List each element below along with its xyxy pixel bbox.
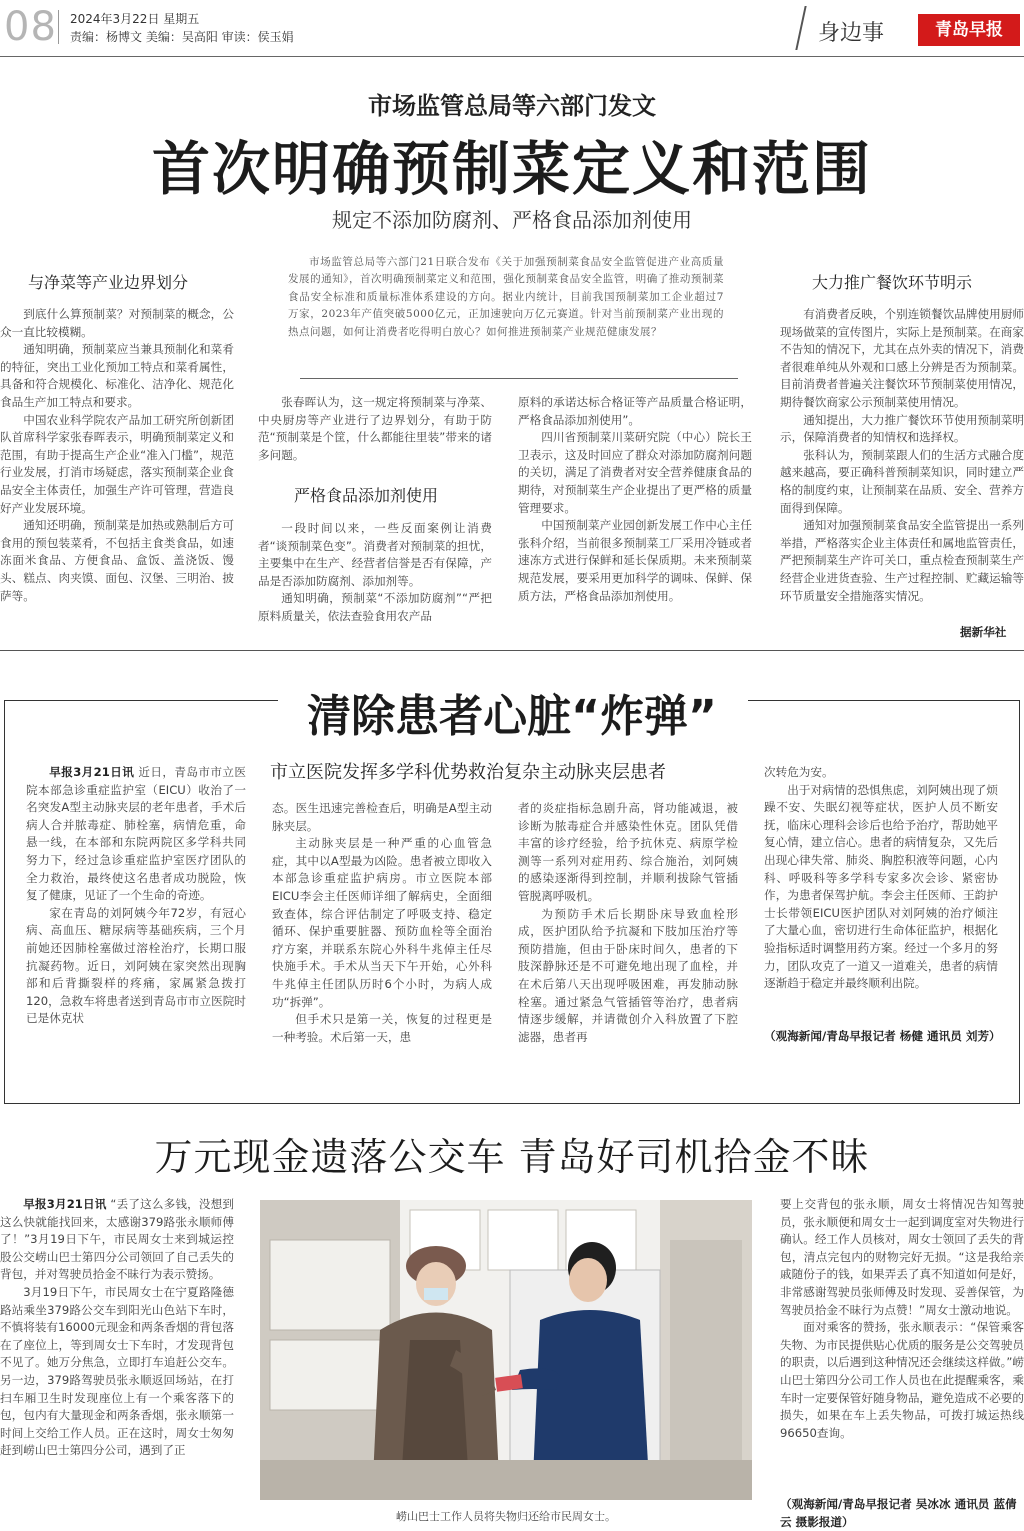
- paragraph: 通知还明确，预制菜是加热或熟制后方可食用的预包装菜肴，不包括主食类食品，如速冻面米食品、方便食品、盒饭、盖浇饭、馒头、糕点、肉夹馍、面包、汉堡、三明治、披萨等。: [0, 518, 234, 603]
- story3-source: （观海新闻/青岛早报记者 吴冰冰 通讯员 蓝倩云 摄影报道）: [780, 1497, 1017, 1529]
- story1-col2-heading: 严格食品添加剂使用: [294, 486, 439, 505]
- story1-subhead: 规定不添加防腐剂、严格食品添加剂使用: [332, 208, 692, 232]
- paragraph: [26, 764, 246, 905]
- story1-headline: 首次明确预制菜定义和范围: [151, 135, 872, 203]
- masthead-rule: [0, 56, 1024, 57]
- masthead-divider: [58, 10, 59, 44]
- paragraph: 中国预制菜产业园创新发展工作中心主任张科介绍，当前很多预制菜工厂采用冷链或者速冻方式进行保鲜和延长保质期。未来预制菜规范发展，要采用更加科学的调味、保鲜、保质方法，严格食品添加剂使用。: [518, 518, 752, 603]
- paragraph: 家在青岛的刘阿姨今年72岁，有冠心病、高血压、糖尿病等基础疾病，三个月前她还因肺栓塞做过溶栓治疗，长期口服抗凝药物。近日，刘阿姨在家突然出现胸部和后背撕裂样的疼痛，家属紧急拨打120，急救车将患者送到青岛市市立医院时已是休克状: [26, 905, 246, 1026]
- dateline: 早报3月21日讯: [23, 1197, 107, 1211]
- newspaper-logo: 青岛早报: [918, 14, 1020, 46]
- story2-source: （观海新闻/青岛早报记者 杨健 通讯员 刘芳）: [764, 1029, 1001, 1043]
- story1-source: 据新华社: [960, 625, 1007, 639]
- story2-column-1: [26, 764, 246, 1028]
- issue-date: 2024年3月22日 星期五: [70, 12, 200, 26]
- paragraph: 但手术只是第一关，恢复的过程更是一种考验。术后第一天，患: [272, 1012, 492, 1044]
- paragraph: 面对乘客的赞扬，张永顺表示：“保管乘客失物、为市民提供贴心优质的服务是公交驾驶员的职责，以后遇到这种情况还会继续这样做。”崂山巴士第四分公司工作人员也在此提醒乘客，乘车时一定要保管好随身物品，避免造成不必要的损失，如果在车上丢失物品，可拨打城运热线96650查询。: [780, 1320, 1024, 1440]
- dateline: 早报3月21日讯: [49, 765, 135, 779]
- paragraph: 到底什么算预制菜？对预制菜的概念，公众一直比较模糊。: [0, 307, 234, 339]
- story3-column-1: [0, 1196, 234, 1460]
- story1-col4-heading: 大力推广餐饮环节明示: [812, 273, 973, 292]
- news-photo: [260, 1200, 752, 1500]
- paragraph: 中国农业科学院农产品加工研究所创新团队首席科学家张春晖表示，明确预制菜定义和范围，有助于提高生产企业“准入门槛”，规范行业发展，打消市场疑虑，落实预制菜企业食品安全主体责任，加强生产许可管理，营造良好产业发展环境。: [0, 412, 234, 515]
- story2-subhead: 市立医院发挥多学科优势救治复杂主动脉夹层患者: [270, 762, 666, 783]
- paragraph: 原料的承诺达标合格证等产品质量合格证明，严格食品添加剂使用”。: [518, 395, 752, 427]
- story3-column-4: [780, 1196, 1024, 1442]
- story1-column-1: [0, 306, 234, 605]
- photo-caption: 崂山巴士工作人员将失物归还给市民周女士。: [396, 1510, 616, 1523]
- paragraph: 张春晖认为，这一规定将预制菜与净菜、中央厨房等产业进行了边界划分，有助于防范“预制菜是个筐，什么都能往里装”带来的诸多问题。: [258, 395, 492, 462]
- paragraph: 出于对病情的恐惧焦虑，刘阿姨出现了烦躁不安、失眠幻视等症状，医护人员不断安抚，临床心理科会诊后也给予治疗，帮助她平复心情，建立信心。患者的病情复杂，又先后出现心律失常、肺炎、胸腔积液等问题，心内科、呼吸科等多学科专家多次会诊、紧密协作，为患者保驾护航。李会主任医师、王韵护士长带领EICU医护团队对刘阿姨的治疗倾注了大量心血，密切进行生命体征监护，根据化验指标适时调整用药方案。经过一个多月的努力，团队攻克了一道又一道难关，患者的病情逐渐趋于稳定并最终顺利出院。: [764, 782, 998, 991]
- story2-column-4: [764, 764, 998, 993]
- paragraph: 一段时间以来，一些反面案例让消费者“谈预制菜色变”。消费者对预制菜的担忧，主要集中在生产、经营者信誉是否有保障，产品是否添加防腐剂、添加剂等。: [258, 521, 492, 588]
- story1-column-4: [780, 306, 1024, 605]
- story1-column-2: [258, 394, 492, 464]
- section-rule: [0, 650, 1024, 651]
- section-name: 身边事: [818, 21, 885, 46]
- story1-lead: 市场监管总局等六部门21日联合发布《关于加强预制菜食品安全监管促进产业高质量发展的通知》，首次明确预制菜定义和范围，强化预制菜食品安全监管，明确了推动预制菜食品安全标准和质量标准体系建设的方向。据业内统计，目前我国预制菜加工企业超过7万家，2023年产值突破5000亿元，正加速驶向万亿元赛道。针对当前预制菜产业出现的热点问题，如何让消费者吃得明白放心？如何推进预制菜产业规范健康发展？: [288, 256, 724, 338]
- paragraph: 次转危为安。: [764, 765, 834, 779]
- paragraph: 主动脉夹层是一种严重的心血管急症，其中以A型最为凶险。患者被立即收入本部急诊重症监护病房。市立医院本部EICU李会主任医师详细了解病史，全面细致查体，综合评估制定了呼吸支持、稳定循环、保护重要脏器、预防血栓等全面治疗方案，并联系东院心外科牛兆倬主任尽快施手术。手术从当天下午开始，心外科牛兆倬主任团队历时6个小时，为病人成功“拆弹”。: [272, 836, 492, 1009]
- story3-headline: 万元现金遗落公交车 青岛好司机拾金不昧: [154, 1135, 870, 1179]
- paragraph-text: 近日，青岛市市立医院本部急诊重症监护室（EICU）收治了一名突发A型主动脉夹层的老年患者，手术后病人合并脓毒症、肺栓塞，病情危重，命悬一线，在本部和东院两院区多学科共同努力下，经过急诊重症监护室医疗团队的全力救治，最终使这名患者成功脱险，恢复了健康，见证了一个生命的奇迹。: [26, 765, 247, 903]
- story1-column-3: [518, 394, 752, 605]
- paragraph: 通知明确，预制菜应当兼具预制化和菜肴的特征，突出工业化预加工特点和菜肴属性，具备和符合规模化、标准化、洁净化、规范化食品生产加工特点和要求。: [0, 342, 234, 409]
- story2-column-2: [272, 800, 492, 1046]
- editor-credits: 责编：杨博文 美编：吴高阳 审读：侯玉娟: [70, 30, 294, 44]
- paragraph: 者的炎症指标急剧升高，肾功能减退，被诊断为脓毒症合并感染性休克。团队凭借丰富的诊疗经验，给予抗休克、病原学检测等一系列对症用药、综合施治，刘阿姨的感染逐渐得到控制，并顺利拔除气管插管脱离呼吸机。: [518, 801, 738, 903]
- story1-kicker: 市场监管总局等六部门发文: [368, 91, 656, 120]
- story2-headline: 清除患者心脏“炸弹”: [307, 691, 717, 742]
- paragraph: 要上交背包的张永顺，周女士将情况告知驾驶员，张永顺便和周女士一起到调度室对失物进行确认。经工作人员核对，周女士领回了丢失的背包，清点完包内的财物完好无损。“这是我给亲戚随份子的钱，如果弄丢了真不知道如何是好，非常感谢驾驶员张师傅及时发现、妥善保管，为驾驶员拾金不昧行为点赞！”周女士激动地说。: [780, 1197, 1024, 1317]
- paragraph: 态。医生迅速完善检查后，明确是A型主动脉夹层。: [272, 801, 492, 833]
- story1-column-2b: [258, 520, 492, 626]
- paragraph: 通知提出，大力推广餐饮环节使用预制菜明示，保障消费者的知情权和选择权。: [780, 412, 1024, 445]
- paragraph: 有消费者反映，个别连锁餐饮品牌使用厨师现场做菜的宣传图片，实际上是预制菜。在商家不告知的情况下，尤其在点外卖的情况下，消费者很难单纯从外观和口感上分辨是否为预制菜。目前消费者普遍关注餐饮环节预制菜使用情况，期待餐饮商家公示预制菜使用情况。: [780, 307, 1024, 409]
- paragraph: 为预防手术后长期卧床导致血栓形成，医护团队给予抗凝和下肢加压治疗等预防措施，但由于卧床时间久，患者的下肢深静脉还是不可避免地出现了血栓，并在术后第八天出现呼吸困难，再发肺动脉栓塞。通过紧急气管插管等治疗，患者病情逐步缓解，并请微创介入科放置了下腔滤器，患者再: [518, 906, 738, 1044]
- story2-column-3: [518, 800, 738, 1046]
- page-number: 08: [4, 4, 57, 50]
- paragraph: 3月19日下午，市民周女士在宁夏路隆德路站乘坐379路公交车到阳光山色站下车时，不慎将装有16000元现金和两条香烟的背包落在了座位上，等到周女士下车时，才发现背包不见了。她万分焦急，立即打车追赶公交车。另一边，379路驾驶员张永顺返回场站，在打扫车厢卫生时发现座位上有一个乘客落下的包，包内有大量现金和两条香烟，张永顺第一时间上交给工作人员。正在这时，周女士匆匆赶到崂山巴士第四分公司，遇到了正: [0, 1284, 234, 1458]
- paragraph: 通知对加强预制菜食品安全监管提出一系列举措，严格落实企业主体责任和属地监管责任，严把预制菜生产许可关口，重点检查预制菜生产经营企业进货查验、生产过程控制、贮藏运输等环节质量安全措施落实情况。: [780, 518, 1024, 603]
- paragraph-text: “丢了这么多钱，没想到这么快就能找回来，太感谢379路张永顺师傅了！”3月19日下午，市民周女士来到城运控股公交崂山巴士第四分公司领回了自己丢失的背包，并对驾驶员拾金不昧行为表示赞扬。: [0, 1197, 235, 1282]
- photo-illustration: [260, 1200, 752, 1500]
- paragraph: 张科认为，预制菜跟人们的生活方式融合度越来越高，要正确科普预制菜知识，同时建立严格的制度约束，让预制菜在品质、安全、营养方面得到保障。: [780, 447, 1024, 515]
- paragraph: [0, 1196, 234, 1284]
- paragraph: 通知明确，预制菜“不添加防腐剂”“严把原料质量关，依法查验食用农产品: [258, 591, 492, 623]
- story1-col1-heading: 与净菜等产业边界划分: [28, 273, 189, 292]
- paragraph: 四川省预制菜川菜研究院（中心）院长王卫表示，这及时回应了群众对添加防腐剂问题的关切，满足了消费者对安全营养健康食品的期待，对预制菜生产企业提出了更严格的质量管理要求。: [518, 430, 752, 515]
- lead-divider: [300, 378, 738, 379]
